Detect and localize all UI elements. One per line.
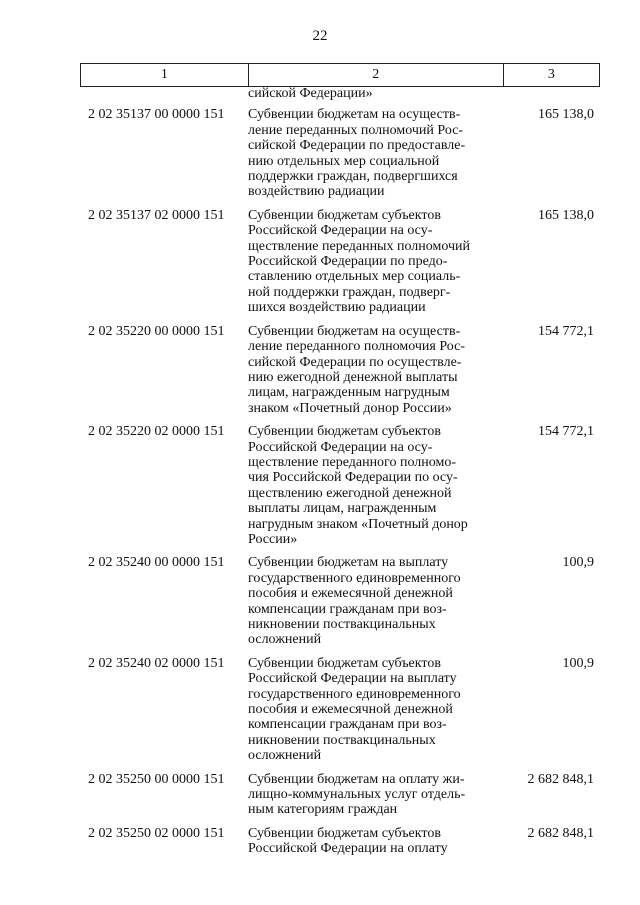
description-line: лицам, награжденным нагрудным [248,385,450,401]
description-line: Субвенции бюджетам на осуществ- [248,107,461,123]
table-row [80,772,600,818]
description-line: ным категориям граждан [248,802,398,818]
description-line: Субвенции бюджетам субъектов [248,424,441,440]
description-line: осложнений [248,748,322,764]
description-line: знаком «Почетный донор России» [248,400,452,416]
description-line: осложнений [248,632,322,648]
table-row [80,208,600,316]
description-line: шихся воздействию радиации [248,300,426,316]
description-line: компенсации гражданам при воз- [248,601,447,617]
description-line: Субвенции бюджетам субъектов [248,207,441,223]
description [248,656,490,764]
description-line: ставлению отдельных мер социаль- [248,269,461,285]
budget-code: 2 02 35240 02 0000 151 [88,655,225,671]
description-line: нию отдельных мер социальной [248,153,440,169]
description-line: Российской Федерации на выплату [248,671,457,687]
description [248,324,490,416]
description-line: Российской Федерации по предо- [248,254,448,270]
table-row [80,826,600,857]
column-header-3: 3 [503,64,599,87]
description-line: сийской Федерации по осуществле- [248,354,462,370]
table-row [80,555,600,647]
description-line: государственного единовременного [248,570,461,586]
description-line: Российской Федерации на осу- [248,223,433,239]
description-line: сийской Федерации по предоставле- [248,138,466,154]
description-line: Субвенции бюджетам на осуществ- [248,323,461,339]
description-line: нию ежегодной денежной выплаты [248,369,458,385]
description-line: нагрудным знаком «Почетный донор [248,516,468,532]
description-line: ществлению ежегодной денежной [248,485,452,501]
description-line: поддержки граждан, подвергшихся [248,169,458,185]
amount: 154 772,1 [538,424,594,440]
amount: 165 138,0 [538,207,594,223]
continuation-text: сийской Федерации» [248,86,373,101]
column-header-2: 2 [248,64,503,87]
table-row [80,324,600,416]
description [248,424,490,547]
budget-code: 2 02 35250 00 0000 151 [88,771,225,787]
amount: 2 682 848,1 [527,771,594,787]
description [248,107,490,199]
description-line: России» [248,531,298,547]
amount: 165 138,0 [538,107,594,123]
table-row [80,424,600,547]
description-line: воздействию радиации [248,184,385,200]
budget-code: 2 02 35137 02 0000 151 [88,207,225,223]
description-line: пособия и ежемесячной денежной [248,702,453,718]
column-header-table [80,63,600,87]
description [248,208,490,316]
description [248,826,490,857]
description-line: никновении поствакцинальных [248,732,436,748]
description-line: государственного единовременного [248,686,461,702]
budget-code: 2 02 35220 00 0000 151 [88,323,225,339]
description-line: ществление переданных полномочий [248,238,471,254]
description-line: Субвенции бюджетам субъектов [248,825,441,841]
description-line: Субвенции бюджетам на оплату жи- [248,771,465,787]
description-line: пособия и ежемесячной денежной [248,586,453,602]
description [248,772,490,818]
table-row [80,656,600,764]
budget-code: 2 02 35220 02 0000 151 [88,424,225,440]
budget-code: 2 02 35250 02 0000 151 [88,825,225,841]
amount: 2 682 848,1 [527,825,594,841]
description [248,555,490,647]
column-header-1: 1 [81,64,249,87]
budget-table-body [80,86,600,865]
description-line: компенсации гражданам при воз- [248,717,447,733]
amount: 100,9 [562,555,594,571]
description-line: ной поддержки граждан, подверг- [248,284,451,300]
budget-code: 2 02 35137 00 0000 151 [88,107,225,123]
description-line: никновении поствакцинальных [248,617,436,632]
description-line: Российской Федерации на оплату [248,841,448,857]
amount: 154 772,1 [538,323,594,339]
page-number: 22 [312,28,328,44]
amount: 100,9 [562,655,594,671]
description-line: чия Российской Федерации по осу- [248,470,458,486]
description-line: лищно-коммунальных услуг отдель- [248,787,466,803]
description-line: Российской Федерации на осу- [248,439,433,455]
description-line: Субвенции бюджетам субъектов [248,655,441,671]
budget-code: 2 02 35240 00 0000 151 [88,555,225,571]
description-line: выплаты лицам, награжденным [248,501,437,517]
table-row [80,107,600,199]
description-line: ление переданного полномочия Рос- [248,339,465,355]
description-line: ление переданных полномочий Рос- [248,122,464,138]
description-line: Субвенции бюджетам на выплату [248,555,449,571]
description-line: ществление переданного полномо- [248,454,456,470]
